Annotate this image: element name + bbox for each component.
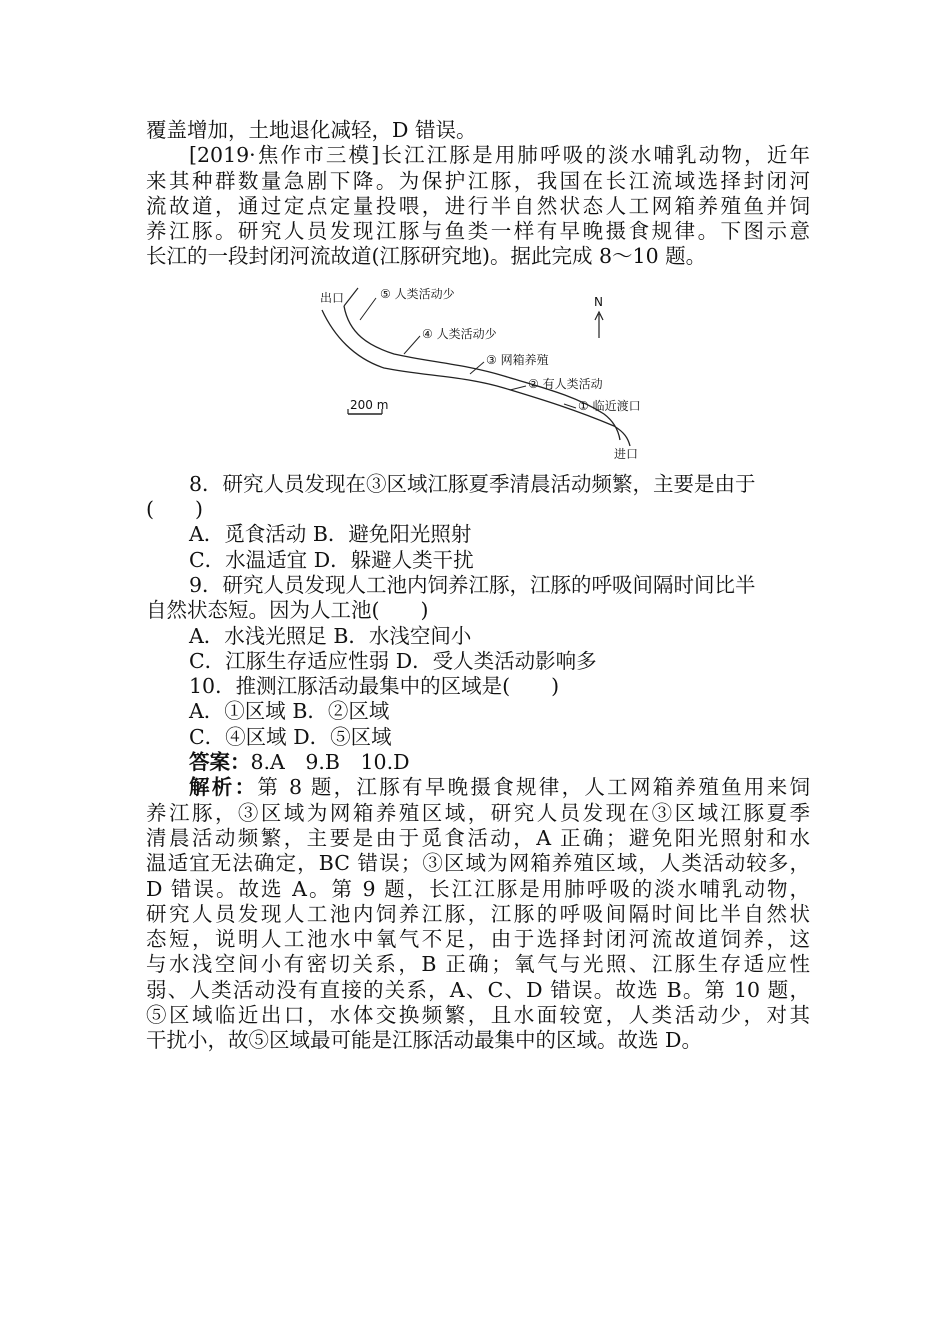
analysis-label: 解析： bbox=[189, 775, 258, 800]
inlet-label: 进口 bbox=[614, 446, 639, 461]
zone-1-label: ① 临近渡口 bbox=[578, 398, 641, 413]
answer-text: 8.A 9.B 10.D bbox=[250, 750, 410, 775]
analysis-first-line bbox=[146, 775, 810, 800]
q10-stem: 10．推测江豚活动最集中的区域是( ) bbox=[189, 674, 560, 699]
q8-stem-cont: ( ) bbox=[146, 497, 203, 522]
analysis-line: 弱、人类活动没有直接的关系，A、C、D 错误。故选 B。第 10 题， bbox=[146, 977, 810, 1002]
zone-4-label: ④ 人类活动少 bbox=[422, 326, 497, 341]
text-line: [2019·焦作市三模]长江江豚是用肺呼吸的淡水哺乳动物，近年 bbox=[189, 143, 810, 168]
river-map bbox=[314, 276, 674, 464]
analysis-line: 与水浅空间小有密切关系，B 正确；氧气与光照、江豚生存适应性 bbox=[146, 952, 810, 977]
answer-line bbox=[146, 750, 810, 775]
q9-options-cd: C．江豚生存适应性弱 D．受人类活动影响多 bbox=[189, 648, 597, 673]
q10-options-cd: C．④区域 D．⑤区域 bbox=[189, 724, 392, 749]
zone-3-label: ③ 网箱养殖 bbox=[486, 352, 549, 367]
north-label: N bbox=[594, 294, 603, 309]
q9-stem: 9．研究人员发现人工池内饲养江豚，江豚的呼吸间隔时间比半 bbox=[189, 572, 756, 597]
q8-options-cd: C．水温适宜 D．躲避人类干扰 bbox=[189, 547, 474, 572]
zone-2-label: ② 有人类活动 bbox=[528, 376, 603, 391]
outlet-mark bbox=[344, 288, 358, 306]
q9-options-ab: A．水浅光照足 B．水浅空间小 bbox=[189, 623, 472, 648]
text-line: 覆盖增加，土地退化减轻，D 错误。 bbox=[146, 118, 477, 142]
q8-options-ab: A．觅食活动 B．避免阳光照射 bbox=[189, 522, 472, 547]
north-arrow-icon bbox=[595, 312, 603, 338]
analysis-line: D 错误。故选 A。第 9 题，长江江豚是用肺呼吸的淡水哺乳动物， bbox=[146, 876, 810, 901]
analysis-line: ⑤区域临近出口，水体交换频繁，且水面较宽，人类活动少，对其 bbox=[146, 1003, 810, 1028]
q8-stem: 8．研究人员发现在③区域江豚夏季清晨活动频繁，主要是由于 bbox=[189, 471, 756, 496]
answer-label: 答案： bbox=[189, 750, 251, 775]
q10-options-ab: A．①区域 B．②区域 bbox=[189, 699, 390, 724]
analysis-line: 温适宜无法确定，BC 错误；③区域为网箱养殖区域，人类活动较多， bbox=[146, 851, 810, 876]
outlet-label: 出口 bbox=[320, 290, 345, 305]
text-line: 长江的一段封闭河流故道(江豚研究地)。据此完成 8～10 题。 bbox=[146, 244, 707, 269]
analysis-line: 研究人员发现人工池内饲养江豚，江豚的呼吸间隔时间比半自然状 bbox=[146, 901, 810, 926]
document-page bbox=[146, 118, 810, 1054]
text-line: 养江豚。研究人员发现江豚与鱼类一样有早晚摄食规律。下图示意 bbox=[146, 219, 810, 244]
scale-label: 200 m bbox=[350, 397, 389, 412]
analysis-line: 养江豚，③区域为网箱养殖区域，研究人员发现在③区域江豚夏季 bbox=[146, 800, 810, 825]
analysis-line: 清晨活动频繁，主要是由于觅食活动，A 正确；避免阳光照射和水 bbox=[146, 825, 810, 850]
zone-5-label: ⑤ 人类活动少 bbox=[380, 286, 455, 301]
river-map-figure bbox=[146, 276, 810, 464]
analysis-text: 第 8 题，江豚有早晚摄食规律，人工网箱养殖鱼用来饲 bbox=[257, 775, 811, 800]
analysis-line: 干扰小，故⑤区域最可能是江豚活动最集中的区域。故选 D。 bbox=[146, 1028, 702, 1053]
text-line: 流故道，通过定点定量投喂，进行半自然状态人工网箱养殖鱼并饲 bbox=[146, 193, 810, 218]
q9-stem-cont: 自然状态短。因为人工池( ) bbox=[146, 598, 429, 623]
analysis-line: 态短，说明人工池水中氧气不足，由于选择封闭河流故道饲养，这 bbox=[146, 927, 810, 952]
text-line: 来其种群数量急剧下降。为保护江豚，我国在长江流域选择封闭河 bbox=[146, 168, 810, 193]
